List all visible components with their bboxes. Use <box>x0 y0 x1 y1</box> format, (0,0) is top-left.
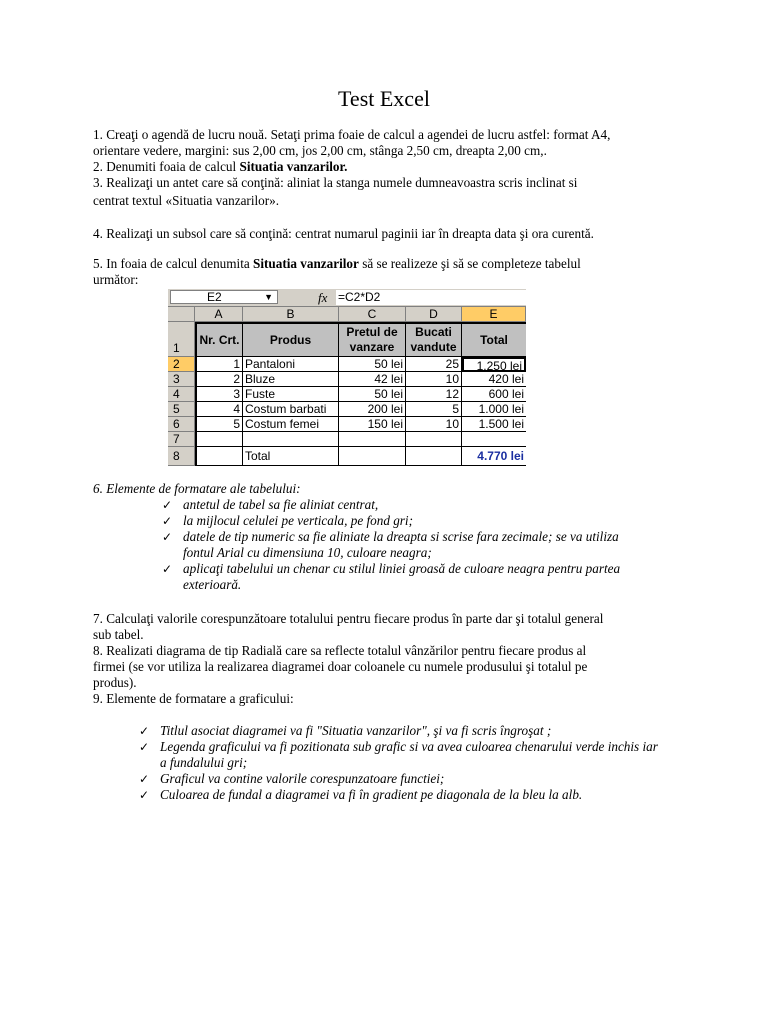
checkmark-icon: ✓ <box>139 772 150 786</box>
item-3-line-2: centrat textul «Situatia vanzarilor». <box>93 193 280 208</box>
table-cell: 5 <box>406 402 462 417</box>
list-item-text: Legenda graficului va fi pozitionata sub grafic si va avea culoarea chenarului verde inchis iar a fundalului gri; <box>160 739 658 770</box>
table-cell: 10 <box>406 372 462 387</box>
table-cell: Bluze <box>243 372 339 387</box>
table-cell-empty <box>406 447 462 466</box>
item-5-sheet-name: Situatia vanzarilor <box>253 256 359 271</box>
item-1 <box>93 127 673 191</box>
item-6-list <box>162 497 652 593</box>
checkmark-icon: ✓ <box>139 724 150 738</box>
checkmark-icon: ✓ <box>162 514 173 528</box>
col-header-b: B <box>243 307 339 322</box>
selected-cell: 1.250 lei <box>462 357 526 372</box>
table-header-bucati: Bucati vandute <box>406 322 462 357</box>
item-8-line-1: 8. Realizati diagrama de tip Radială care sa reflecte totalul vânzărilor pentru fiecare produs al <box>93 643 587 658</box>
table-cell: 1 <box>195 357 243 372</box>
item-5-line-2: următor: <box>93 272 139 287</box>
table-cell: 150 lei <box>339 417 406 432</box>
checkmark-icon: ✓ <box>162 530 173 544</box>
list-item <box>139 787 659 803</box>
table-cell: 5 <box>195 417 243 432</box>
table-cell: 10 <box>406 417 462 432</box>
list-item <box>162 497 652 513</box>
formula-bar <box>168 289 526 307</box>
row-header: 3 <box>168 372 195 387</box>
row-header: 1 <box>168 322 195 357</box>
table-cell-empty <box>339 432 406 447</box>
list-item <box>139 771 659 787</box>
item-5-text: 5. In foaia de calcul denumita <box>93 256 254 271</box>
table-header-total: Total <box>462 322 526 357</box>
table-cell: 2 <box>195 372 243 387</box>
col-header-d: D <box>406 307 462 322</box>
item-1-line-1: 1. Creaţi o agendă de lucru nouă. Setaţi prima foaie de calcul a agendei de lucru astfel: format A4, <box>93 127 611 142</box>
formula-value: =C2*D2 <box>336 290 526 305</box>
item-8-line-3: produs). <box>93 675 137 690</box>
table-cell: Costum barbati <box>243 402 339 417</box>
excel-table-image <box>168 289 526 466</box>
item-9-list <box>139 723 659 803</box>
fx-icon: fx <box>318 290 328 305</box>
table-cell: Costum femei <box>243 417 339 432</box>
table-header-produs: Produs <box>243 322 339 357</box>
item-9-heading: 9. Elemente de formatare a graficului: <box>93 691 294 706</box>
table-cell: 200 lei <box>339 402 406 417</box>
table-cell: Pantaloni <box>243 357 339 372</box>
table-cell: 50 lei <box>339 357 406 372</box>
row-header: 6 <box>168 417 195 432</box>
checkmark-icon: ✓ <box>162 562 173 576</box>
item-2-sheet-name: Situatia vanzarilor. <box>239 159 348 174</box>
list-item <box>162 529 652 561</box>
table-cell-empty <box>195 432 243 447</box>
table-cell: 420 lei <box>462 372 526 387</box>
list-item <box>162 561 652 593</box>
list-item-text: Graficul va contine valorile corespunzatoare functiei; <box>160 771 445 786</box>
col-header-c: C <box>339 307 406 322</box>
table-cell: 50 lei <box>339 387 406 402</box>
row-header: 2 <box>168 357 195 372</box>
table-cell: 4 <box>195 402 243 417</box>
checkmark-icon: ✓ <box>139 788 150 802</box>
list-item-text: antetul de tabel sa fie aliniat centrat, <box>183 497 379 512</box>
name-box-value: E2 <box>207 290 222 304</box>
table-cell: 600 lei <box>462 387 526 402</box>
total-label: Total <box>243 447 339 466</box>
list-item-text: datele de tip numeric sa fie aliniate la dreapta si scrise fara zecimale; se va utiliza fontul Arial cu dimensiuna 10, culoare neagra; <box>183 529 619 560</box>
item-7-8-9 <box>93 611 673 707</box>
item-7-line-2: sub tabel. <box>93 627 144 642</box>
checkmark-icon: ✓ <box>139 740 150 754</box>
item-8-line-2: firmei (se vor utiliza la realizarea diagramei doar coloanele cu numele produsului şi totalul pe <box>93 659 588 674</box>
row-header: 5 <box>168 402 195 417</box>
table-cell: 12 <box>406 387 462 402</box>
item-6-heading: 6. Elemente de formatare ale tabelului: <box>93 481 301 496</box>
list-item <box>162 513 652 529</box>
row-header: 8 <box>168 447 195 466</box>
name-box <box>170 290 278 304</box>
item-1-line-2: orientare vedere, margini: sus 2,00 cm, jos 2,00 cm, stânga 2,50 cm, dreapta 2,00 cm,. <box>93 143 547 158</box>
table-cell: 3 <box>195 387 243 402</box>
table-header-nr: Nr. Crt. <box>195 322 243 357</box>
list-item-text: Culoarea de fundal a diagramei va fi în gradient pe diagonala de la bleu la alb. <box>160 787 583 802</box>
table-cell-empty <box>243 432 339 447</box>
page-title: Test Excel <box>338 86 430 111</box>
item-7-line-1: 7. Calculaţi valorile corespunzătoare totalului pentru fiecare produs în parte dar şi totalul general <box>93 611 604 626</box>
checkmark-icon: ✓ <box>162 498 173 512</box>
item-4: 4. Realizaţi un subsol care să conţină: centrat numarul paginii iar în dreapta data şi ora curentă. <box>93 226 594 241</box>
table-cell-empty <box>462 432 526 447</box>
list-item <box>139 723 659 739</box>
col-header-e: E <box>462 307 526 322</box>
col-header-a: A <box>195 307 243 322</box>
table-cell: 1.000 lei <box>462 402 526 417</box>
table-cell-empty <box>195 447 243 466</box>
item-2-text: 2. Denumiti foaia de calcul <box>93 159 240 174</box>
table-cell: 1.500 lei <box>462 417 526 432</box>
table-cell: 25 <box>406 357 462 372</box>
list-item-text: aplicaţi tabelului un chenar cu stilul liniei groasă de culoare neagra pentru partea exterioară. <box>183 561 621 592</box>
table-cell: Fuste <box>243 387 339 402</box>
item-5-text-end: să se realizeze şi să se completeze tabelul <box>358 256 581 271</box>
row-header: 7 <box>168 432 195 447</box>
item-3-line-1: 3. Realizaţi un antet care să conţină: aliniat la stanga numele dumneavoastra scris inclinat si <box>93 175 578 190</box>
list-item <box>139 739 659 771</box>
list-item-text: Titlul asociat diagramei va fi "Situatia vanzarilor", şi va fi scris îngroşat ; <box>160 723 552 738</box>
list-item-text: la mijlocul celulei pe verticala, pe fond gri; <box>183 513 413 528</box>
item-5 <box>93 256 673 288</box>
grand-total-value: 4.770 lei <box>462 447 526 466</box>
table-cell-empty <box>339 447 406 466</box>
table-header-pret: Pretul de vanzare <box>339 322 406 357</box>
corner-header <box>168 307 195 322</box>
table-cell-empty <box>406 432 462 447</box>
table-cell: 42 lei <box>339 372 406 387</box>
dropdown-arrow-icon: ▼ <box>264 292 273 302</box>
row-header: 4 <box>168 387 195 402</box>
